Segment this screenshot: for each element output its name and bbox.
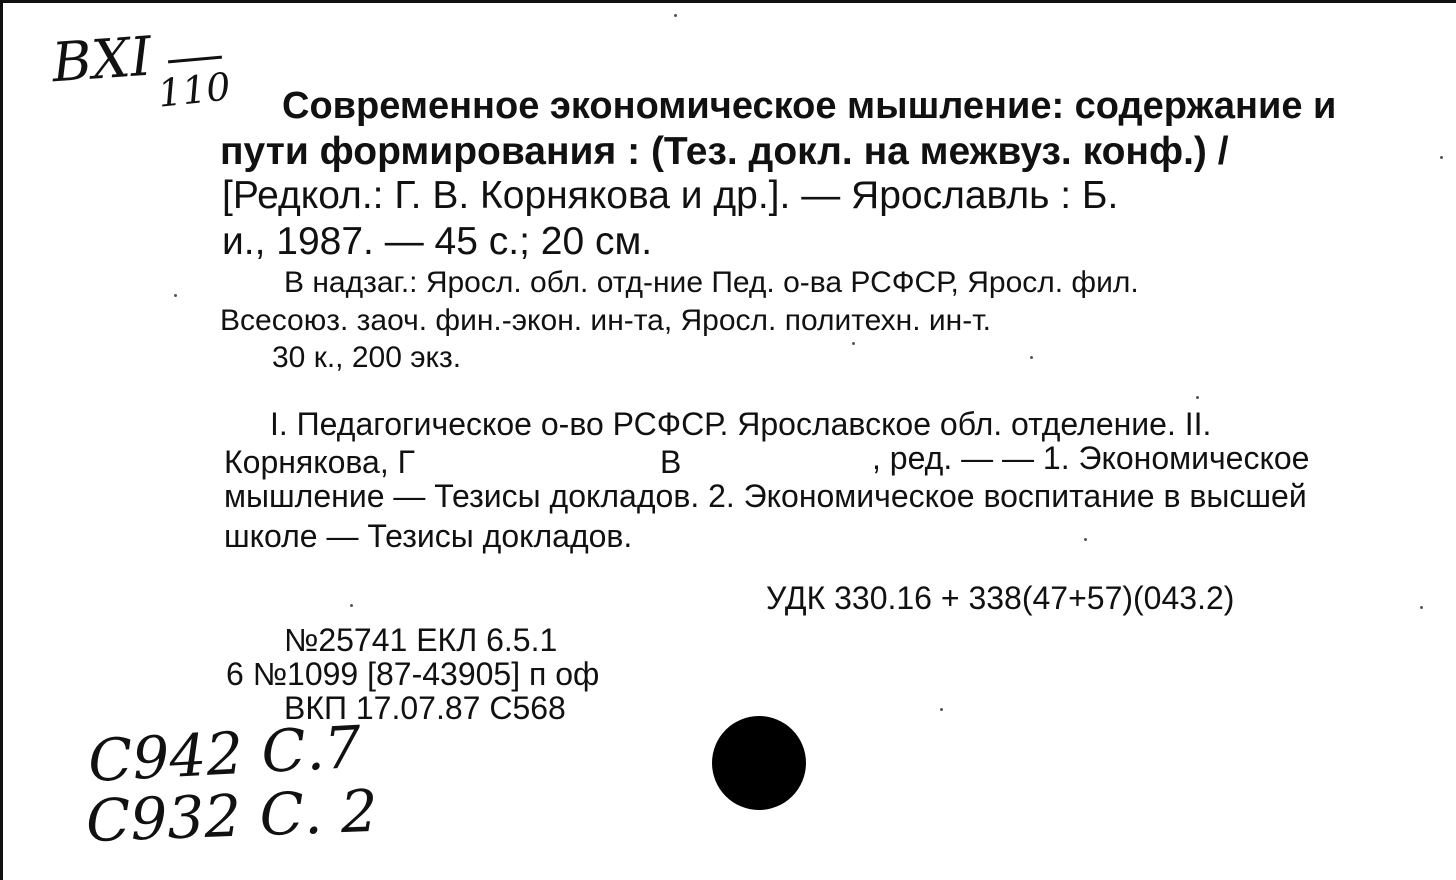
note-line-1: В надзаг.: Яросл. обл. отд-ние Пед. о-ва РСФСР, Яросл. фил. xyxy=(284,266,1139,299)
card-left-edge xyxy=(0,0,3,880)
scan-speck xyxy=(1084,538,1087,541)
scan-speck xyxy=(1420,606,1423,609)
scan-speck xyxy=(1196,396,1199,399)
scan-speck xyxy=(1030,356,1033,359)
tracing-line-3: мышление — Тезисы докладов. 2. Экономическое воспитание в высшей xyxy=(224,478,1307,514)
shelfmark-divider xyxy=(168,56,222,64)
tracing-line-2c: , ред. — — 1. Экономическое xyxy=(872,440,1310,476)
title-line-3: [Редкол.: Г. В. Корнякова и др.]. — Ярославль : Б. xyxy=(222,174,1119,217)
tracing-line-2a: Корнякова, Г xyxy=(224,444,415,480)
tracing-line-2b: В xyxy=(660,444,682,480)
scan-speck xyxy=(174,294,177,297)
title-line-1: Современное экономическое мышление: содержание и xyxy=(282,85,1337,127)
scan-speck xyxy=(674,14,677,17)
scan-speck xyxy=(940,708,943,711)
scan-speck xyxy=(350,604,353,607)
title-line-2-text: пути формирования : (Тез. докл. на межвуз. конф.) / xyxy=(220,130,1229,173)
handwritten-note-1: С942 С.7 xyxy=(86,712,363,796)
shelfmark-line1: BXI xyxy=(49,24,154,95)
card-top-edge xyxy=(0,0,1456,3)
registry-line-2: 6 №1099 [87-43905] п оф xyxy=(226,656,600,692)
shelfmark-line2: 110 xyxy=(155,64,233,116)
title-line-2 xyxy=(220,132,1229,171)
punch-hole-mark xyxy=(712,716,806,810)
scan-speck xyxy=(852,342,855,345)
udc-classification: УДК 330.16 + 338(47+57)(043.2) xyxy=(766,580,1235,616)
note-line-2: Всесоюз. заоч. фин.-экон. ин-та, Яросл. политехн. ин-т. xyxy=(220,304,991,337)
tracing-line-1: I. Педагогическое о-во РСФСР. Ярославское обл. отделение. II. xyxy=(270,406,1212,442)
handwritten-note-2: С932 С. 2 xyxy=(84,776,379,856)
scan-speck xyxy=(1440,156,1443,159)
registry-line-1: №25741 ЕКЛ 6.5.1 xyxy=(284,622,558,658)
title-line-4: и., 1987. — 45 с.; 20 см. xyxy=(222,220,653,263)
registry-line-3: ВКП 17.07.87 С568 xyxy=(284,690,566,726)
price-line: 30 к., 200 экз. xyxy=(272,341,462,374)
tracing-line-4: школе — Тезисы докладов. xyxy=(224,518,633,554)
